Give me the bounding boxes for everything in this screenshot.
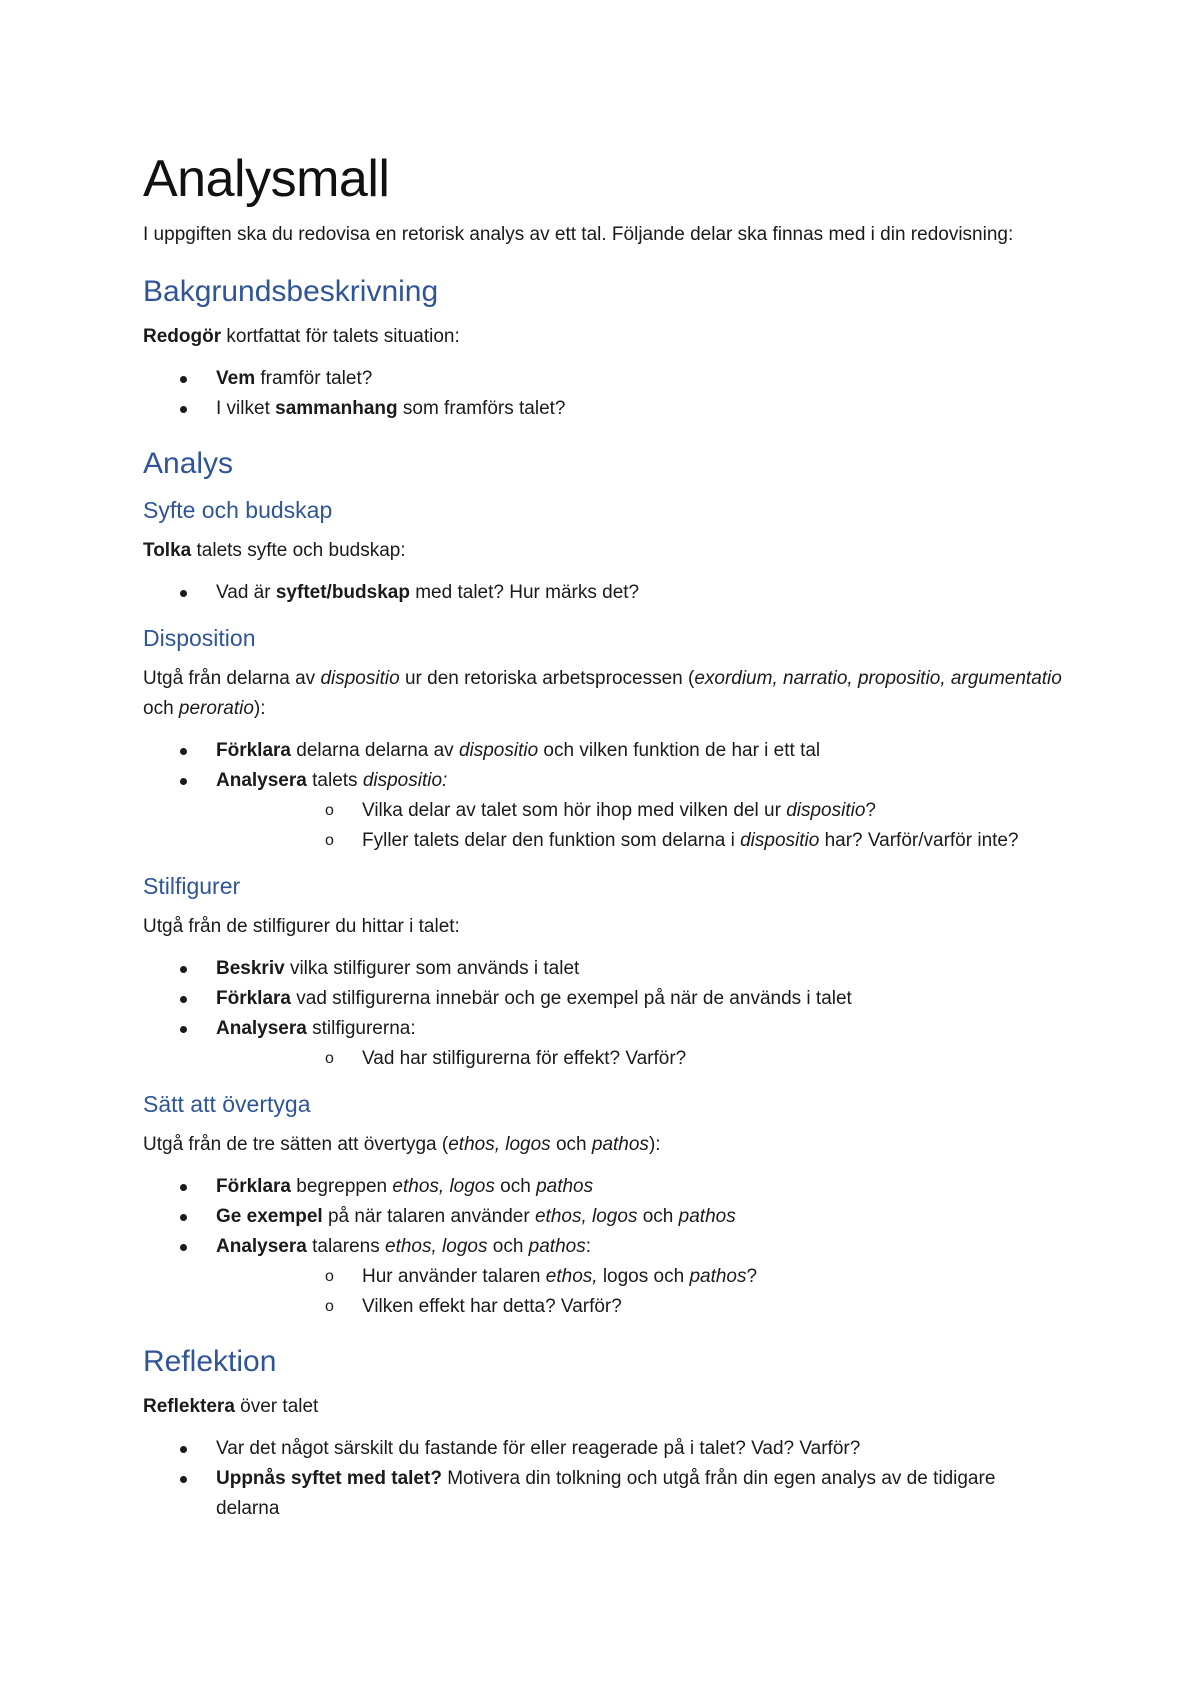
heading-stilfigurer: Stilfigurer — [143, 873, 241, 899]
list-item: Vem framför talet? — [143, 364, 1063, 394]
list-item: Analysera talets dispositio: o Vilka delar av talet som hör ihop med vilken del ur dispositio? o Fyller talets delar den funktion som delarna i dispositio har? Varför/varför inte? — [143, 766, 1063, 856]
reflektion-list — [143, 1434, 1063, 1524]
syfte-list — [143, 578, 1063, 608]
disposition-sublist — [216, 796, 1063, 856]
list-item: Analysera stilfigurerna: o Vad har stilfigurerna för effekt? Varför? — [143, 1014, 1063, 1074]
stilfigurer-sublist — [216, 1044, 1063, 1074]
heading-satt-att-overtyga: Sätt att övertyga — [143, 1091, 311, 1117]
heading-syfte-och-budskap: Syfte och budskap — [143, 497, 333, 523]
syfte-lead: Tolka talets syfte och budskap: — [143, 540, 406, 561]
overtyga-list — [143, 1172, 1063, 1322]
sub-bullet-icon: o — [325, 1268, 334, 1285]
disposition-list — [143, 736, 1063, 856]
bakgrund-lead: Redogör kortfattat för talets situation: — [143, 326, 460, 347]
sub-list-item: o Fyller talets delar den funktion som delarna i dispositio har? Varför/varför inte? — [216, 826, 1063, 856]
list-item: I vilket sammanhang som framförs talet? — [143, 394, 1063, 424]
list-item: Beskriv vilka stilfigurer som används i talet — [143, 954, 1063, 984]
bullet-icon — [180, 996, 187, 1003]
heading-disposition: Disposition — [143, 625, 256, 651]
sub-bullet-icon: o — [325, 1298, 334, 1315]
sub-bullet-icon: o — [325, 802, 334, 819]
heading-analys: Analys — [143, 447, 234, 480]
bullet-icon — [180, 966, 187, 973]
bullet-icon — [180, 1446, 187, 1453]
heading-bakgrundsbeskrivning: Bakgrundsbeskrivning — [143, 275, 439, 308]
bullet-icon — [180, 376, 187, 383]
list-item: Förklara delarna delarna av dispositio och vilken funktion de har i ett tal — [143, 736, 1063, 766]
heading-reflektion: Reflektion — [143, 1345, 277, 1378]
bullet-icon — [180, 590, 187, 597]
intro-paragraph: I uppgiften ska du redovisa en retorisk analys av ett tal. Följande delar ska finnas med i din redovisning: — [143, 224, 1014, 245]
bullet-icon — [180, 406, 187, 413]
list-item: Förklara vad stilfigurerna innebär och ge exempel på när de används i talet — [143, 984, 1063, 1014]
reflektion-lead: Reflektera över talet — [143, 1396, 319, 1417]
bullet-icon — [180, 1244, 187, 1251]
bullet-icon — [180, 748, 187, 755]
list-item: Ge exempel på när talaren använder ethos, logos och pathos — [143, 1202, 1063, 1232]
sub-bullet-icon: o — [325, 1050, 334, 1067]
overtyga-sublist — [216, 1262, 1063, 1322]
list-item: Var det något särskilt du fastande för eller reagerade på i talet? Vad? Varför? — [143, 1434, 1063, 1464]
sub-list-item: o Vilken effekt har detta? Varför? — [216, 1292, 1063, 1322]
stilfigurer-lead: Utgå från de stilfigurer du hittar i talet: — [143, 916, 460, 937]
bullet-icon — [180, 1214, 187, 1221]
bullet-icon — [180, 1026, 187, 1033]
sub-list-item: o Vad har stilfigurerna för effekt? Varför? — [216, 1044, 1063, 1074]
bullet-icon — [180, 778, 187, 785]
bullet-icon — [180, 1184, 187, 1191]
bakgrund-list — [143, 364, 1063, 424]
list-item: Analysera talarens ethos, logos och pathos: o Hur använder talaren ethos, logos och pathos? o Vilken effekt har detta? Varför? — [143, 1232, 1063, 1322]
stilfigurer-list — [143, 954, 1063, 1074]
bullet-icon — [180, 1476, 187, 1483]
list-item: Uppnås syftet med talet? Motivera din tolkning och utgå från din egen analys av de tidigare delarna — [143, 1464, 1063, 1524]
disposition-lead: Utgå från delarna av dispositio ur den retoriska arbetsprocessen (exordium, narratio, propositio, argumentatio och peroratio): — [143, 668, 1062, 719]
page-title: Analysmall — [143, 150, 390, 208]
list-item: Förklara begreppen ethos, logos och pathos — [143, 1172, 1063, 1202]
sub-list-item: o Vilka delar av talet som hör ihop med vilken del ur dispositio? — [216, 796, 1063, 826]
document-page — [143, 148, 1063, 1538]
overtyga-lead: Utgå från de tre sätten att övertyga (ethos, logos och pathos): — [143, 1134, 661, 1155]
sub-list-item: o Hur använder talaren ethos, logos och pathos? — [216, 1262, 1063, 1292]
list-item: Vad är syftet/budskap med talet? Hur märks det? — [143, 578, 1063, 608]
sub-bullet-icon: o — [325, 832, 334, 849]
